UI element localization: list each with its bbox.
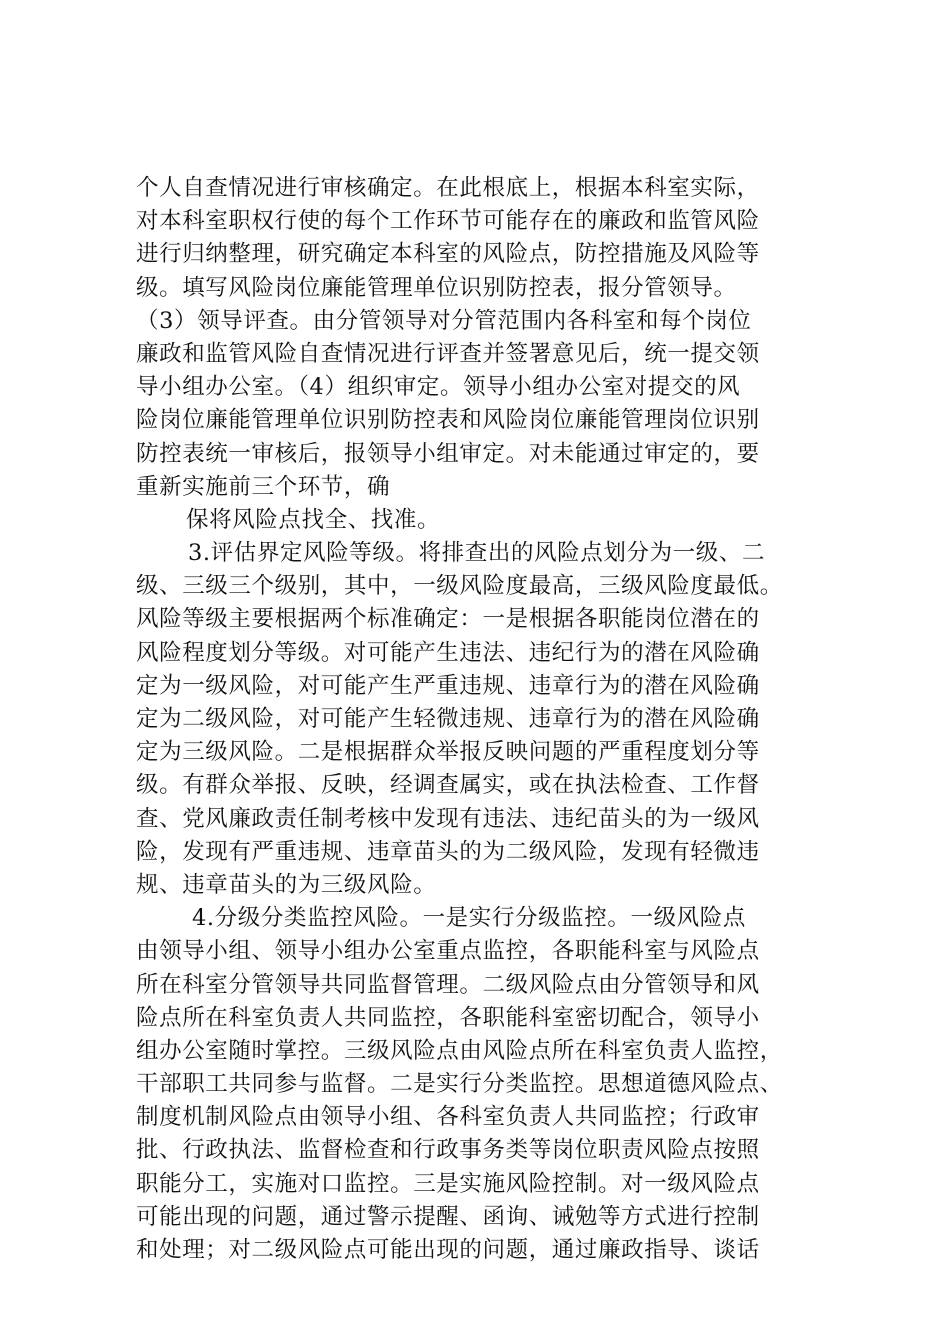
- text-line: 级。填写风险岗位廉能管理单位识别防控表，报分管领导。: [136, 274, 737, 301]
- text-line: 险岗位廉能管理单位识别防控表和风险岗位廉能管理岗位识别: [136, 407, 760, 434]
- text-line: 对本科室职权行使的每个工作环节可能存在的廉政和监管风险: [136, 208, 760, 235]
- text-line: 干部职工共同参与监督。二是实行分类监控。思想道德风险点、: [136, 1071, 783, 1098]
- text-line: 保将风险点找全、找准。: [186, 506, 441, 533]
- text-line: 进行归纳整理，研究确定本科室的风险点，防控措施及风险等: [136, 241, 760, 268]
- text-line: 所在科室分管领导共同监督管理。二级风险点由分管领导和风: [136, 971, 760, 998]
- text-line: 级、三级三个级别，其中，一级风险度最高，三级风险度最低。: [136, 573, 783, 600]
- text-line: 个人自查情况进行审核确定。在此根底上，根据本科室实际，: [136, 175, 760, 201]
- text-line: 险，发现有严重违规、违章苗头的为二级风险，发现有轻微违: [136, 838, 760, 865]
- text-line: 可能出现的问题，通过警示提醒、函询、诫勉等方式进行控制: [136, 1203, 760, 1230]
- text-line: 防控表统一审核后，报领导小组审定。对未能通过审定的，要: [136, 440, 760, 467]
- text-line: 导小组办公室。（4）组织审定。领导小组办公室对提交的风: [136, 374, 741, 401]
- text-line: 定为一级风险，对可能产生严重违规、违章行为的潜在风险确: [136, 672, 760, 699]
- text-line: 风险程度划分等级。对可能产生违法、违纪行为的潜在风险确: [136, 639, 760, 666]
- text-line: 重新实施前三个环节，确: [136, 473, 391, 500]
- document-body: [136, 172, 836, 1267]
- text-line: 由领导小组、领导小组办公室重点监控，各职能科室与风险点: [136, 938, 760, 965]
- text-line: 3.评估界定风险等级。将排查出的风险点划分为一级、二: [188, 540, 766, 567]
- text-line: 定为三级风险。二是根据群众举报反映问题的严重程度划分等: [136, 739, 760, 766]
- text-line: 和处理；对二级风险点可能出现的问题，通过廉政指导、谈话: [136, 1237, 760, 1263]
- text-line: 制度机制风险点由领导小组、各科室负责人共同监控；行政审: [136, 1104, 760, 1131]
- text-line: 风险等级主要根据两个标准确定：一是根据各职能岗位潜在的: [136, 606, 760, 633]
- text-line: 组办公室随时掌控。三级风险点由风险点所在科室负责人监控，: [136, 1037, 783, 1064]
- text-line: 廉政和监管风险自查情况进行评查并签署意见后，统一提交领: [136, 340, 760, 367]
- text-line: 4.分级分类监控风险。一是实行分级监控。一级风险点: [192, 905, 746, 932]
- text-line: 定为二级风险，对可能产生轻微违规、违章行为的潜在风险确: [136, 706, 760, 732]
- text-line: 批、行政执法、监督检查和行政事务类等岗位职责风险点按照: [136, 1137, 760, 1164]
- text-line: 职能分工，实施对口监控。三是实施风险控制。对一级风险点: [136, 1170, 760, 1197]
- text-line: （3）领导评查。由分管领导对分管范围内各科室和每个岗位: [136, 307, 752, 334]
- text-line: 规、违章苗头的为三级风险。: [136, 871, 437, 898]
- text-line: 险点所在科室负责人共同监控，各职能科室密切配合，领导小: [136, 1004, 760, 1031]
- text-line: 级。有群众举报、反映，经调查属实，或在执法检查、工作督: [136, 772, 760, 799]
- text-line: 查、党风廉政责任制考核中发现有违法、违纪苗头的为一级风: [136, 805, 760, 832]
